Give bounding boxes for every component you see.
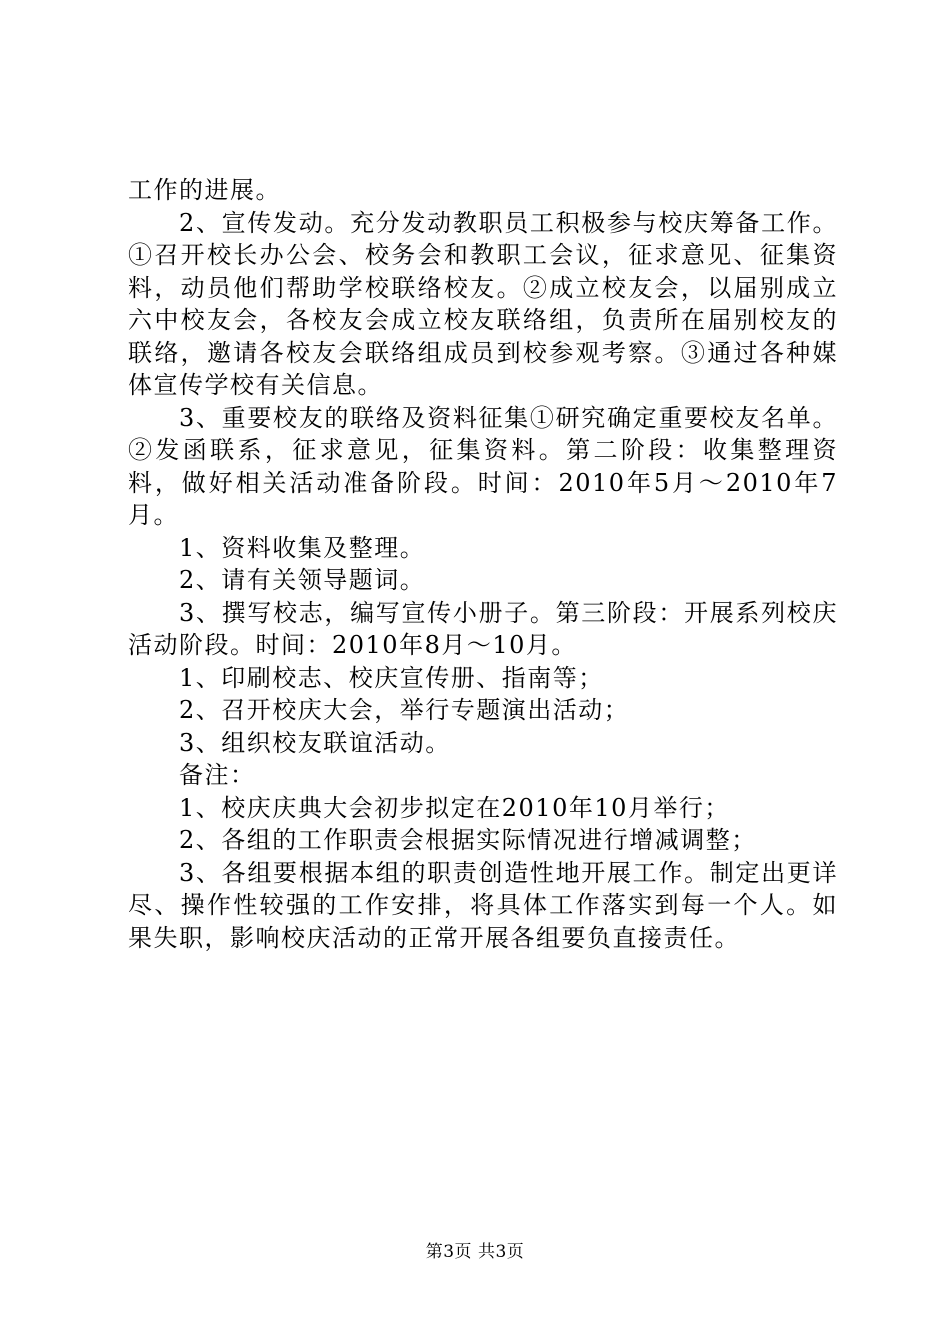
paragraph: 3、组织校友联谊活动。	[179, 728, 451, 757]
paragraph: 1、资料收集及整理。	[179, 533, 426, 562]
paragraph: 3、各组要根据本组的职责创造性地开展工作。制定出更详尽、操作性较强的工作安排，将具体工作落实到每一个人。如果失职，影响校庆活动的正常开展各组要负直接责任。	[128, 858, 838, 952]
paragraph: 工作的进展。	[128, 176, 281, 204]
document-body	[128, 174, 838, 954]
paragraph: 2、请有关领导题词。	[179, 566, 426, 594]
paragraph: 2、各组的工作职责会根据实际情况进行增减调整；	[179, 826, 757, 854]
paragraph: 1、印刷校志、校庆宣传册、指南等；	[179, 663, 604, 692]
paragraph: 3、撰写校志，编写宣传小册子。第三阶段：开展系列校庆活动阶段。时间：2010年8月～10月。	[128, 598, 838, 659]
paragraph: 2、宣传发动。充分发动教职员工积极参与校庆筹备工作。①召开校长办公会、校务会和教职工会议，征求意见、征集资料，动员他们帮助学校联络校友。②成立校友会，以届别成立六中校友会，各校友会成立校友联络组，负责所在届别校友的联络，邀请各校友会联络组成员到校参观考察。③通过各种媒体宣传学校有关信息。	[128, 208, 838, 399]
paragraph: 1、校庆庆典大会初步拟定在2010年10月举行；	[179, 793, 730, 822]
paragraph: 备注：	[179, 761, 256, 789]
page-number-footer: 第3页 共3页	[425, 1242, 525, 1262]
paragraph: 3、重要校友的联络及资料征集①研究确定重要校友名单。②发函联系，征求意见，征集资料。第二阶段：收集整理资料，做好相关活动准备阶段。时间：2010年5月～2010年7月。	[128, 403, 838, 529]
paragraph: 2、召开校庆大会，举行专题演出活动；	[179, 696, 630, 724]
